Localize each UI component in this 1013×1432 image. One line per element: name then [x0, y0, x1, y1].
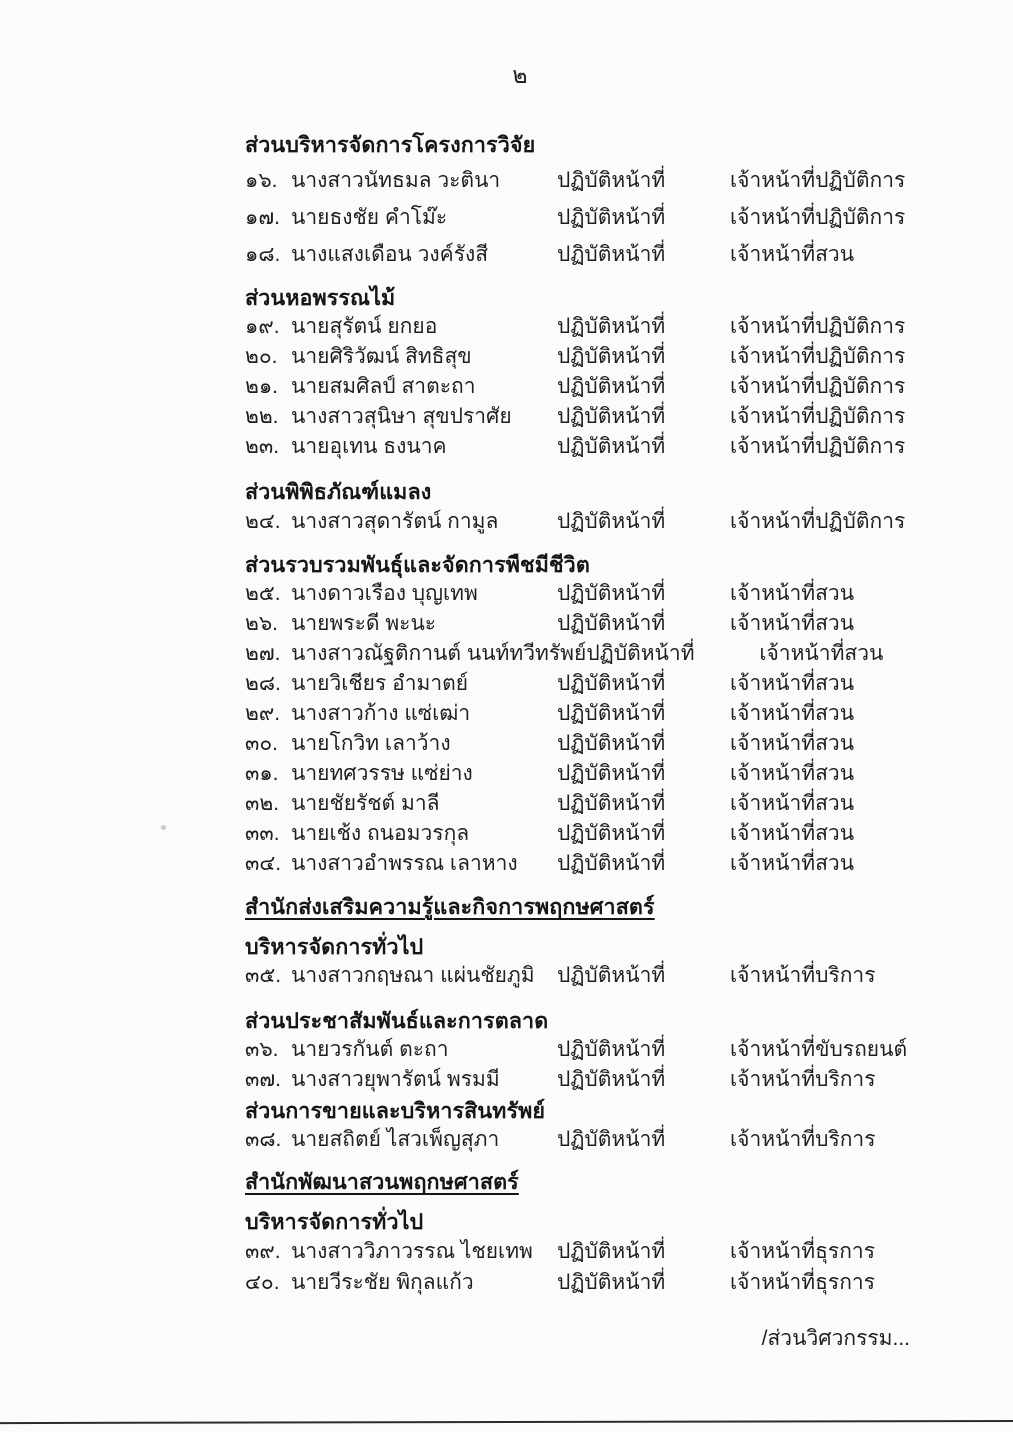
section [245, 130, 925, 271]
person-name: นายวิเชียร อำมาตย์ [291, 672, 469, 695]
row-number: ๓๓. [245, 822, 280, 845]
duty-label: ปฏิบัติหน้าที่ [557, 375, 666, 398]
personnel-row [245, 640, 925, 670]
position-title: เจ้าหน้าที่ธุรการ [730, 1271, 875, 1294]
duty-label: ปฏิบัติหน้าที่ [557, 435, 666, 458]
person-name: นายอุเทน ธงนาค [291, 435, 447, 458]
section [245, 477, 925, 538]
person-name: นายโกวิท เลาว้าง [291, 732, 451, 755]
row-number: ๒๙. [245, 702, 281, 725]
duty-label: ปฏิบัติหน้าที่ [557, 1240, 666, 1263]
page-number: ๒ [512, 62, 528, 88]
row-number: ๓๘. [245, 1128, 282, 1151]
personnel-row [245, 700, 925, 730]
continuation-note: /ส่วนวิศวกรรม... [761, 1327, 910, 1350]
position-title: เจ้าหน้าที่สวน [730, 852, 855, 875]
position-title: เจ้าหน้าที่สวน [730, 732, 855, 755]
duty-label: ปฏิบัติหน้าที่ [557, 169, 666, 192]
personnel-row [245, 343, 925, 373]
person-name: นางสาวสุดารัตน์ กามูล [291, 510, 499, 533]
section-header: บริหารจัดการทั่วไป [245, 935, 424, 959]
duty-label: ปฏิบัติหน้าที่ [557, 702, 666, 725]
personnel-row [245, 507, 925, 538]
personnel-row [245, 730, 925, 760]
section [245, 1207, 925, 1299]
row-number: ๒๘. [245, 672, 281, 695]
personnel-row [245, 160, 925, 197]
person-name: นายสมศิลป์ สาตะถา [291, 375, 476, 398]
position-title: เจ้าหน้าที่สวน [730, 672, 855, 695]
duty-label: ปฏิบัติหน้าที่ [557, 852, 666, 875]
person-name: นายทศวรรษ แซ่ย่าง [291, 762, 473, 785]
position-title: เจ้าหน้าที่ปฏิบัติการ [730, 345, 906, 368]
person-name: นายธงชัย คำโม๊ะ [291, 206, 448, 229]
position-title: เจ้าหน้าที่บริการ [730, 1128, 876, 1151]
personnel-row [245, 197, 925, 234]
person-name: นายวีระชัย พิกุลแก้ว [291, 1271, 474, 1294]
duty-label: ปฏิบัติหน้าที่ [557, 1038, 666, 1061]
position-title: เจ้าหน้าที่ปฏิบัติการ [730, 169, 906, 192]
section [245, 892, 925, 922]
personnel-row [245, 820, 925, 850]
personnel-row [245, 1268, 925, 1299]
row-number: ๒๖. [245, 612, 279, 635]
section-header: ส่วนบริหารจัดการโครงการวิจัย [245, 133, 536, 157]
position-title: เจ้าหน้าที่สวน [730, 612, 855, 635]
person-name: นายพระดี พะนะ [291, 612, 437, 635]
section-header: ส่วนการขายและบริหารสินทรัพย์ [245, 1099, 546, 1123]
person-name: นายวรกันต์ ตะถา [291, 1038, 449, 1061]
personnel-row [245, 610, 925, 640]
duty-label: ปฏิบัติหน้าที่ [586, 642, 695, 665]
row-number: ๒๔. [245, 510, 281, 533]
position-title: เจ้าหน้าที่สวน [730, 762, 855, 785]
person-name: นางสาวสุนิษา สุขปราศัย [291, 405, 512, 428]
duty-label: ปฏิบัติหน้าที่ [557, 612, 666, 635]
position-title: เจ้าหน้าที่บริการ [730, 964, 876, 987]
scan-artifact-speck [161, 825, 166, 830]
duty-label: ปฏิบัติหน้าที่ [557, 792, 666, 815]
position-title: เจ้าหน้าที่บริการ [730, 1068, 876, 1091]
personnel-row [245, 433, 925, 463]
section [245, 283, 925, 463]
person-name: นายสุรัตน์ ยกยอ [291, 315, 438, 338]
section-header: ส่วนประชาสัมพันธ์และการตลาด [245, 1009, 549, 1033]
duty-label: ปฏิบัติหน้าที่ [557, 206, 666, 229]
duty-label: ปฏิบัติหน้าที่ [557, 1128, 666, 1151]
person-name: นายศิริวัฒน์ สิทธิสุข [291, 345, 472, 368]
section-header: ส่วนพิพิธภัณฑ์แมลง [245, 480, 432, 504]
duty-label: ปฏิบัติหน้าที่ [557, 243, 666, 266]
row-number: ๑๗. [245, 206, 280, 229]
scan-artifact-line [0, 1420, 1013, 1424]
duty-label: ปฏิบัติหน้าที่ [557, 315, 666, 338]
person-name: นางสาวนัทธมล วะตินา [291, 169, 501, 192]
section [245, 1096, 925, 1156]
row-number: ๑๙. [245, 315, 280, 338]
personnel-row [245, 373, 925, 403]
section [245, 1167, 925, 1197]
person-name: นายชัยรัชต์ มาลี [291, 792, 440, 815]
person-name: นายเช้ง ถนอมวรกุล [291, 822, 470, 845]
section-header: ส่วนหอพรรณไม้ [245, 286, 396, 310]
section-header: สำนักส่งเสริมความรู้และกิจการพฤกษศาสตร์ [245, 895, 655, 919]
position-title: เจ้าหน้าที่สวน [730, 582, 855, 605]
personnel-list [245, 130, 925, 1299]
section [245, 1006, 925, 1096]
position-title: เจ้าหน้าที่ปฏิบัติการ [730, 315, 906, 338]
person-name: นางสาวณัฐติกานต์ นนท์ทวีทรัพย์ [291, 642, 587, 665]
row-number: ๓๑. [245, 762, 279, 785]
row-number: ๒๗. [245, 642, 281, 665]
row-number: ๓๔. [245, 852, 282, 875]
row-number: ๓๐. [245, 732, 279, 755]
position-title: เจ้าหน้าที่สวน [759, 642, 884, 665]
person-name: นางสาวยุพารัตน์ พรมมี [291, 1068, 500, 1091]
personnel-row [245, 760, 925, 790]
section-header: ส่วนรวบรวมพันธุ์และจัดการพืชมีชีวิต [245, 553, 590, 577]
row-number: ๓๒. [245, 792, 280, 815]
position-title: เจ้าหน้าที่สวน [730, 243, 855, 266]
personnel-row [245, 850, 925, 880]
person-name: นางสาวกฤษณา แผ่นชัยภูมิ [291, 964, 535, 987]
duty-label: ปฏิบัติหน้าที่ [557, 964, 666, 987]
personnel-row [245, 313, 925, 343]
duty-label: ปฏิบัติหน้าที่ [557, 762, 666, 785]
personnel-row [245, 580, 925, 610]
duty-label: ปฏิบัติหน้าที่ [557, 1068, 666, 1091]
row-number: ๓๗. [245, 1068, 281, 1091]
duty-label: ปฏิบัติหน้าที่ [557, 1271, 666, 1294]
person-name: นางดาวเรือง บุญเทพ [291, 582, 478, 605]
section [245, 550, 925, 880]
row-number: ๓๙. [245, 1240, 281, 1263]
duty-label: ปฏิบัติหน้าที่ [557, 582, 666, 605]
section-header: บริหารจัดการทั่วไป [245, 1210, 424, 1234]
position-title: เจ้าหน้าที่ปฏิบัติการ [730, 405, 906, 428]
duty-label: ปฏิบัติหน้าที่ [557, 672, 666, 695]
person-name: นางสาวอำพรรณ เลาหาง [291, 852, 518, 875]
row-number: ๓๕. [245, 964, 282, 987]
duty-label: ปฏิบัติหน้าที่ [557, 510, 666, 533]
personnel-row [245, 790, 925, 820]
personnel-row [245, 403, 925, 433]
section [245, 932, 925, 992]
row-number: ๒๓. [245, 435, 280, 458]
personnel-row [245, 670, 925, 700]
row-number: ๑๘. [245, 243, 281, 266]
row-number: ๒๐. [245, 345, 278, 368]
person-name: นายสถิตย์ ไสวเพ็ญสุภา [291, 1128, 500, 1151]
position-title: เจ้าหน้าที่สวน [730, 702, 855, 725]
personnel-row [245, 1237, 925, 1268]
position-title: เจ้าหน้าที่ขับรถยนต์ [730, 1038, 908, 1061]
position-title: เจ้าหน้าที่สวน [730, 822, 855, 845]
section-header: สำนักพัฒนาสวนพฤกษศาสตร์ [245, 1170, 519, 1194]
personnel-row [245, 1036, 925, 1066]
position-title: เจ้าหน้าที่สวน [730, 792, 855, 815]
duty-label: ปฏิบัติหน้าที่ [557, 822, 666, 845]
position-title: เจ้าหน้าที่ธุรการ [730, 1240, 875, 1263]
person-name: นางสาวก้าง แซ่เฒ่า [291, 702, 471, 725]
row-number: ๒๑. [245, 375, 279, 398]
position-title: เจ้าหน้าที่ปฏิบัติการ [730, 510, 906, 533]
duty-label: ปฏิบัติหน้าที่ [557, 732, 666, 755]
row-number: ๒๕. [245, 582, 281, 605]
row-number: ๑๖. [245, 169, 278, 192]
person-name: นางสาววิภาวรรณ ไชยเทพ [291, 1240, 533, 1263]
row-number: ๓๖. [245, 1038, 279, 1061]
duty-label: ปฏิบัติหน้าที่ [557, 345, 666, 368]
personnel-row [245, 1066, 925, 1096]
personnel-row [245, 234, 925, 271]
personnel-row [245, 962, 925, 992]
person-name: นางแสงเดือน วงค์รังสี [291, 243, 489, 266]
row-number: ๔๐. [245, 1271, 280, 1294]
position-title: เจ้าหน้าที่ปฏิบัติการ [730, 435, 906, 458]
position-title: เจ้าหน้าที่ปฏิบัติการ [730, 375, 906, 398]
position-title: เจ้าหน้าที่ปฏิบัติการ [730, 206, 906, 229]
row-number: ๒๒. [245, 405, 279, 428]
personnel-row [245, 1126, 925, 1156]
duty-label: ปฏิบัติหน้าที่ [557, 405, 666, 428]
